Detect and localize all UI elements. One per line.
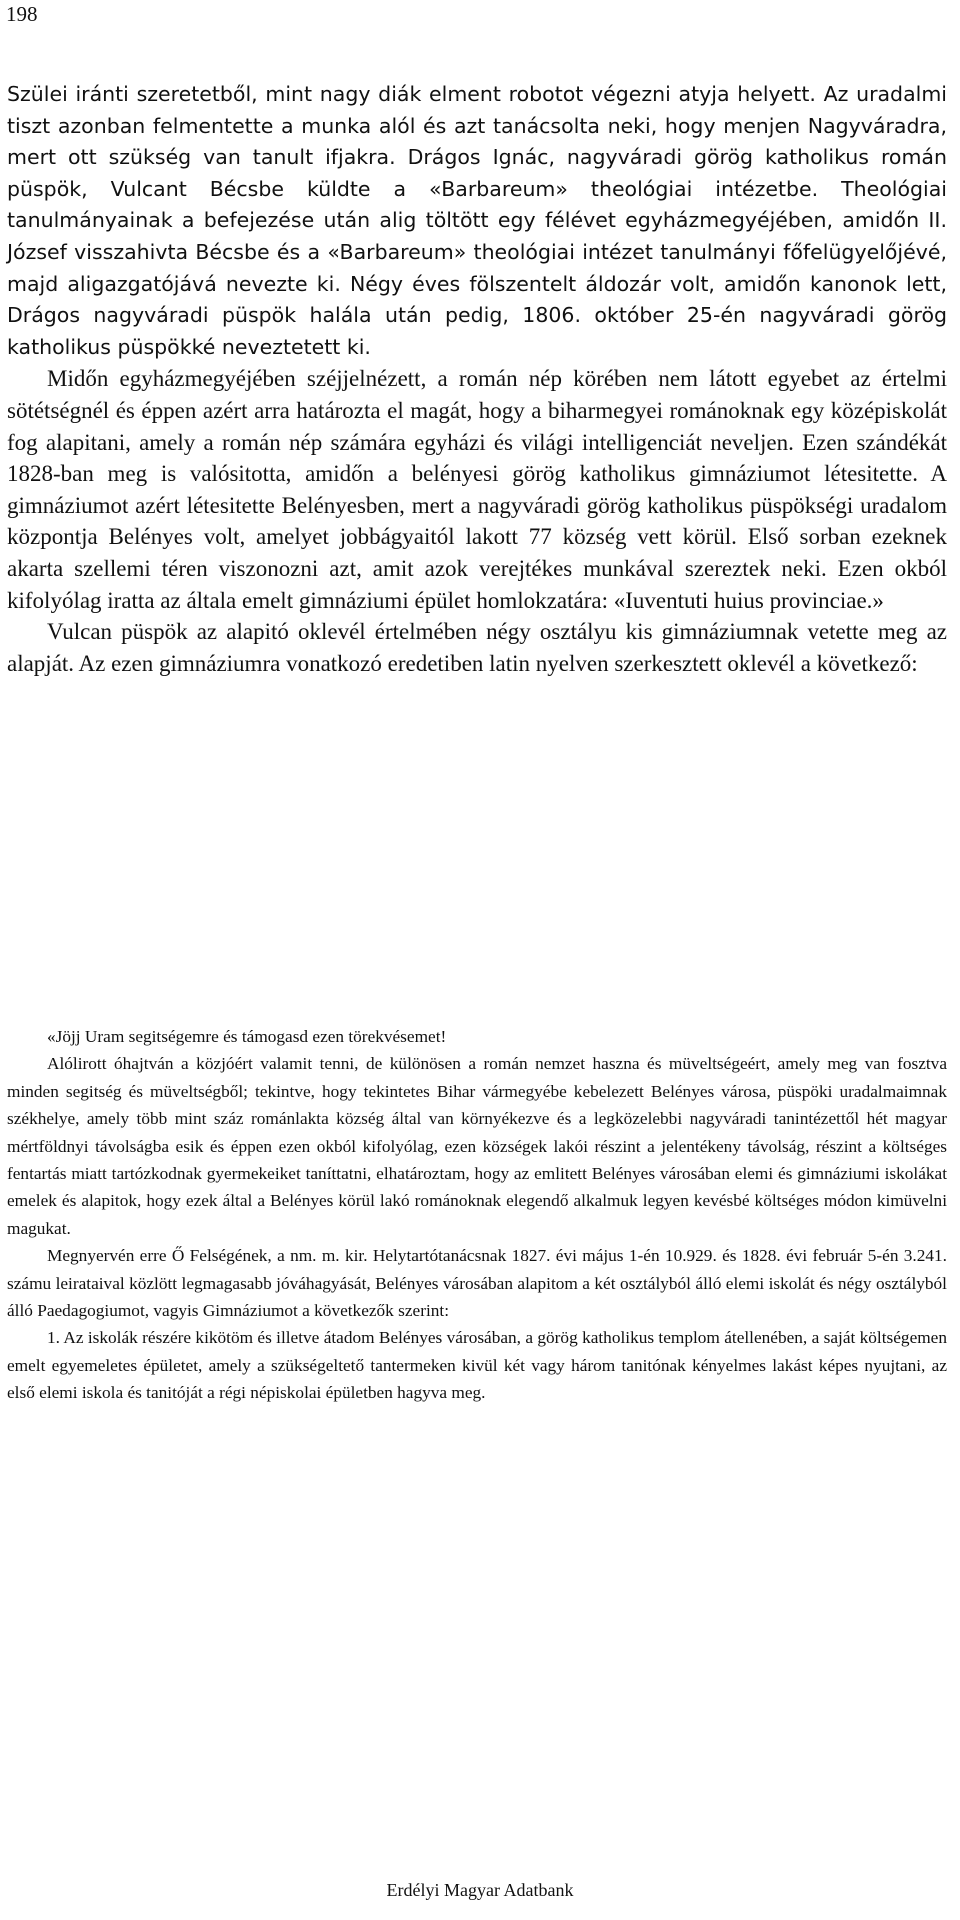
quote-paragraph-2: Megnyervén erre Ő Felségének, a nm. m. kir. Helytartótanácsnak 1827. évi május 1-én 10.929. és 1828. évi február 5-én 3.241. számu leirataival közlött legmagasabb jóváhagyását, Belényes városában alapitom a két osztályból álló elemi iskolát és négy osztályból álló Paedagogiumot, vagyis Gimnáziumot a következők szerint: bbox=[7, 1246, 947, 1321]
paragraph-3: Vulcan püspök az alapitó oklevél értelmében négy osztályu kis gimnáziumnak vetette meg az alapját. Az ezen gimnáziumra vonatkozó eredetiben latin nyelven szerkesztett oklevél a következő: bbox=[7, 619, 947, 676]
main-text bbox=[7, 79, 947, 679]
quote-paragraph-3: 1. Az iskolák részére kikötöm és illetve átadom Belényes városában, a görög katholikus templom átellenében, a saját költségemen emelt egyemeletes épületet, amely a szükségeltető tantermeken kivül két vagy három tanitónak kényelmes lakást képes nyujtani, az első elemi iskola és tanitóját a régi népiskolai épületben hagyva meg. bbox=[7, 1328, 947, 1403]
quote-opening: «Jöjj Uram segitségemre és támogasd ezen törekvésemet! bbox=[47, 1027, 447, 1046]
footer-source: Erdélyi Magyar Adatbank bbox=[386, 1880, 574, 1900]
page-number: 198 bbox=[6, 2, 38, 26]
paragraph-1: Szülei iránti szeretetből, mint nagy diák elment robotot végezni atyja helyett. Az uradalmi tiszt azonban felmentette a munka alól és azt tanácsolta neki, hogy menjen Nagyváradra, mert ott szükség van tanult ifjakra. Drágos Ignác, nagyváradi görög katholikus román püspök, Vulcant Bécsbe küldte a «Barbareum» theológiai intézetbe. Theológiai tanulmányainak a befejezése után alig töltött egy félévet egyházmegyéjében, amidőn II. József visszahivta Bécsbe és a «Barbareum» theológiai intézet tanulmányi főfelügyelőjévé, majd aligazgatójává nevezte ki. Négy éves fölszentelt áldozár volt, amidőn kanonok lett, Drágos nagyváradi püspök halála után pedig, 1806. október 25-én nagyváradi görög katholikus püspökké neveztetett ki. bbox=[7, 82, 947, 359]
charter-quotation bbox=[7, 1023, 947, 1407]
quote-paragraph-1: Alólirott óhajtván a közjóért valamit tenni, de különösen a román nemzet haszna és müveltségeért, amely meg van fosztva minden segitség és müveltségből; tekintve, hogy tekintetes Bihar vármegyébe kebelezett Belényes városa, püspöki uradalmaimnak székhelye, amely több mint száz románlakta község által van környékezve és a legközelebbi nagyváradi tanintézettől hét magyar mértföldnyi távolságba esik és éppen ezen okból kifolyólag, ezen községek lakói részint a jelentékeny távolság, részint a költséges fentartás miatt tartózkodnak gyermekeiket taníttatni, elhatároztam, hogy az emlitett Belényes városában elemi és gimnáziumi iskolákat emelek és alapitok, hogy ezek által a Belényes körül lakó románoknak elegendő alkalmuk legyen kevésbé költséges módon kimüvelni magukat. bbox=[7, 1054, 947, 1238]
paragraph-2: Midőn egyházmegyéjében széjjelnézett, a román nép körében nem látott egyebet az értelmi sötétségnél és éppen azért arra határozta el magát, hogy a biharmegyei románoknak egy középiskolát fog alapitani, amely a román nép számára egyházi és világi intelligenciát neveljen. Ezen szándékát 1828-ban meg is valósitotta, amidőn a belényesi görög katholikus gimnáziumot létesitette. A gimnáziumot azért létesitette Belényesben, mert a nagyváradi görög katholikus püspökségi uradalom központja Belényes volt, amelyet jobbágyaitól lakott 77 község vett körül. Első sorban ezeknek akarta szellemi téren viszonozni azt, amit azok verejtékes munkával szereztek neki. Ezen okból kifolyólag iratta az általa emelt gimnáziumi épület homlokzatára: «Iuventuti huius provinciae.» bbox=[7, 366, 947, 613]
